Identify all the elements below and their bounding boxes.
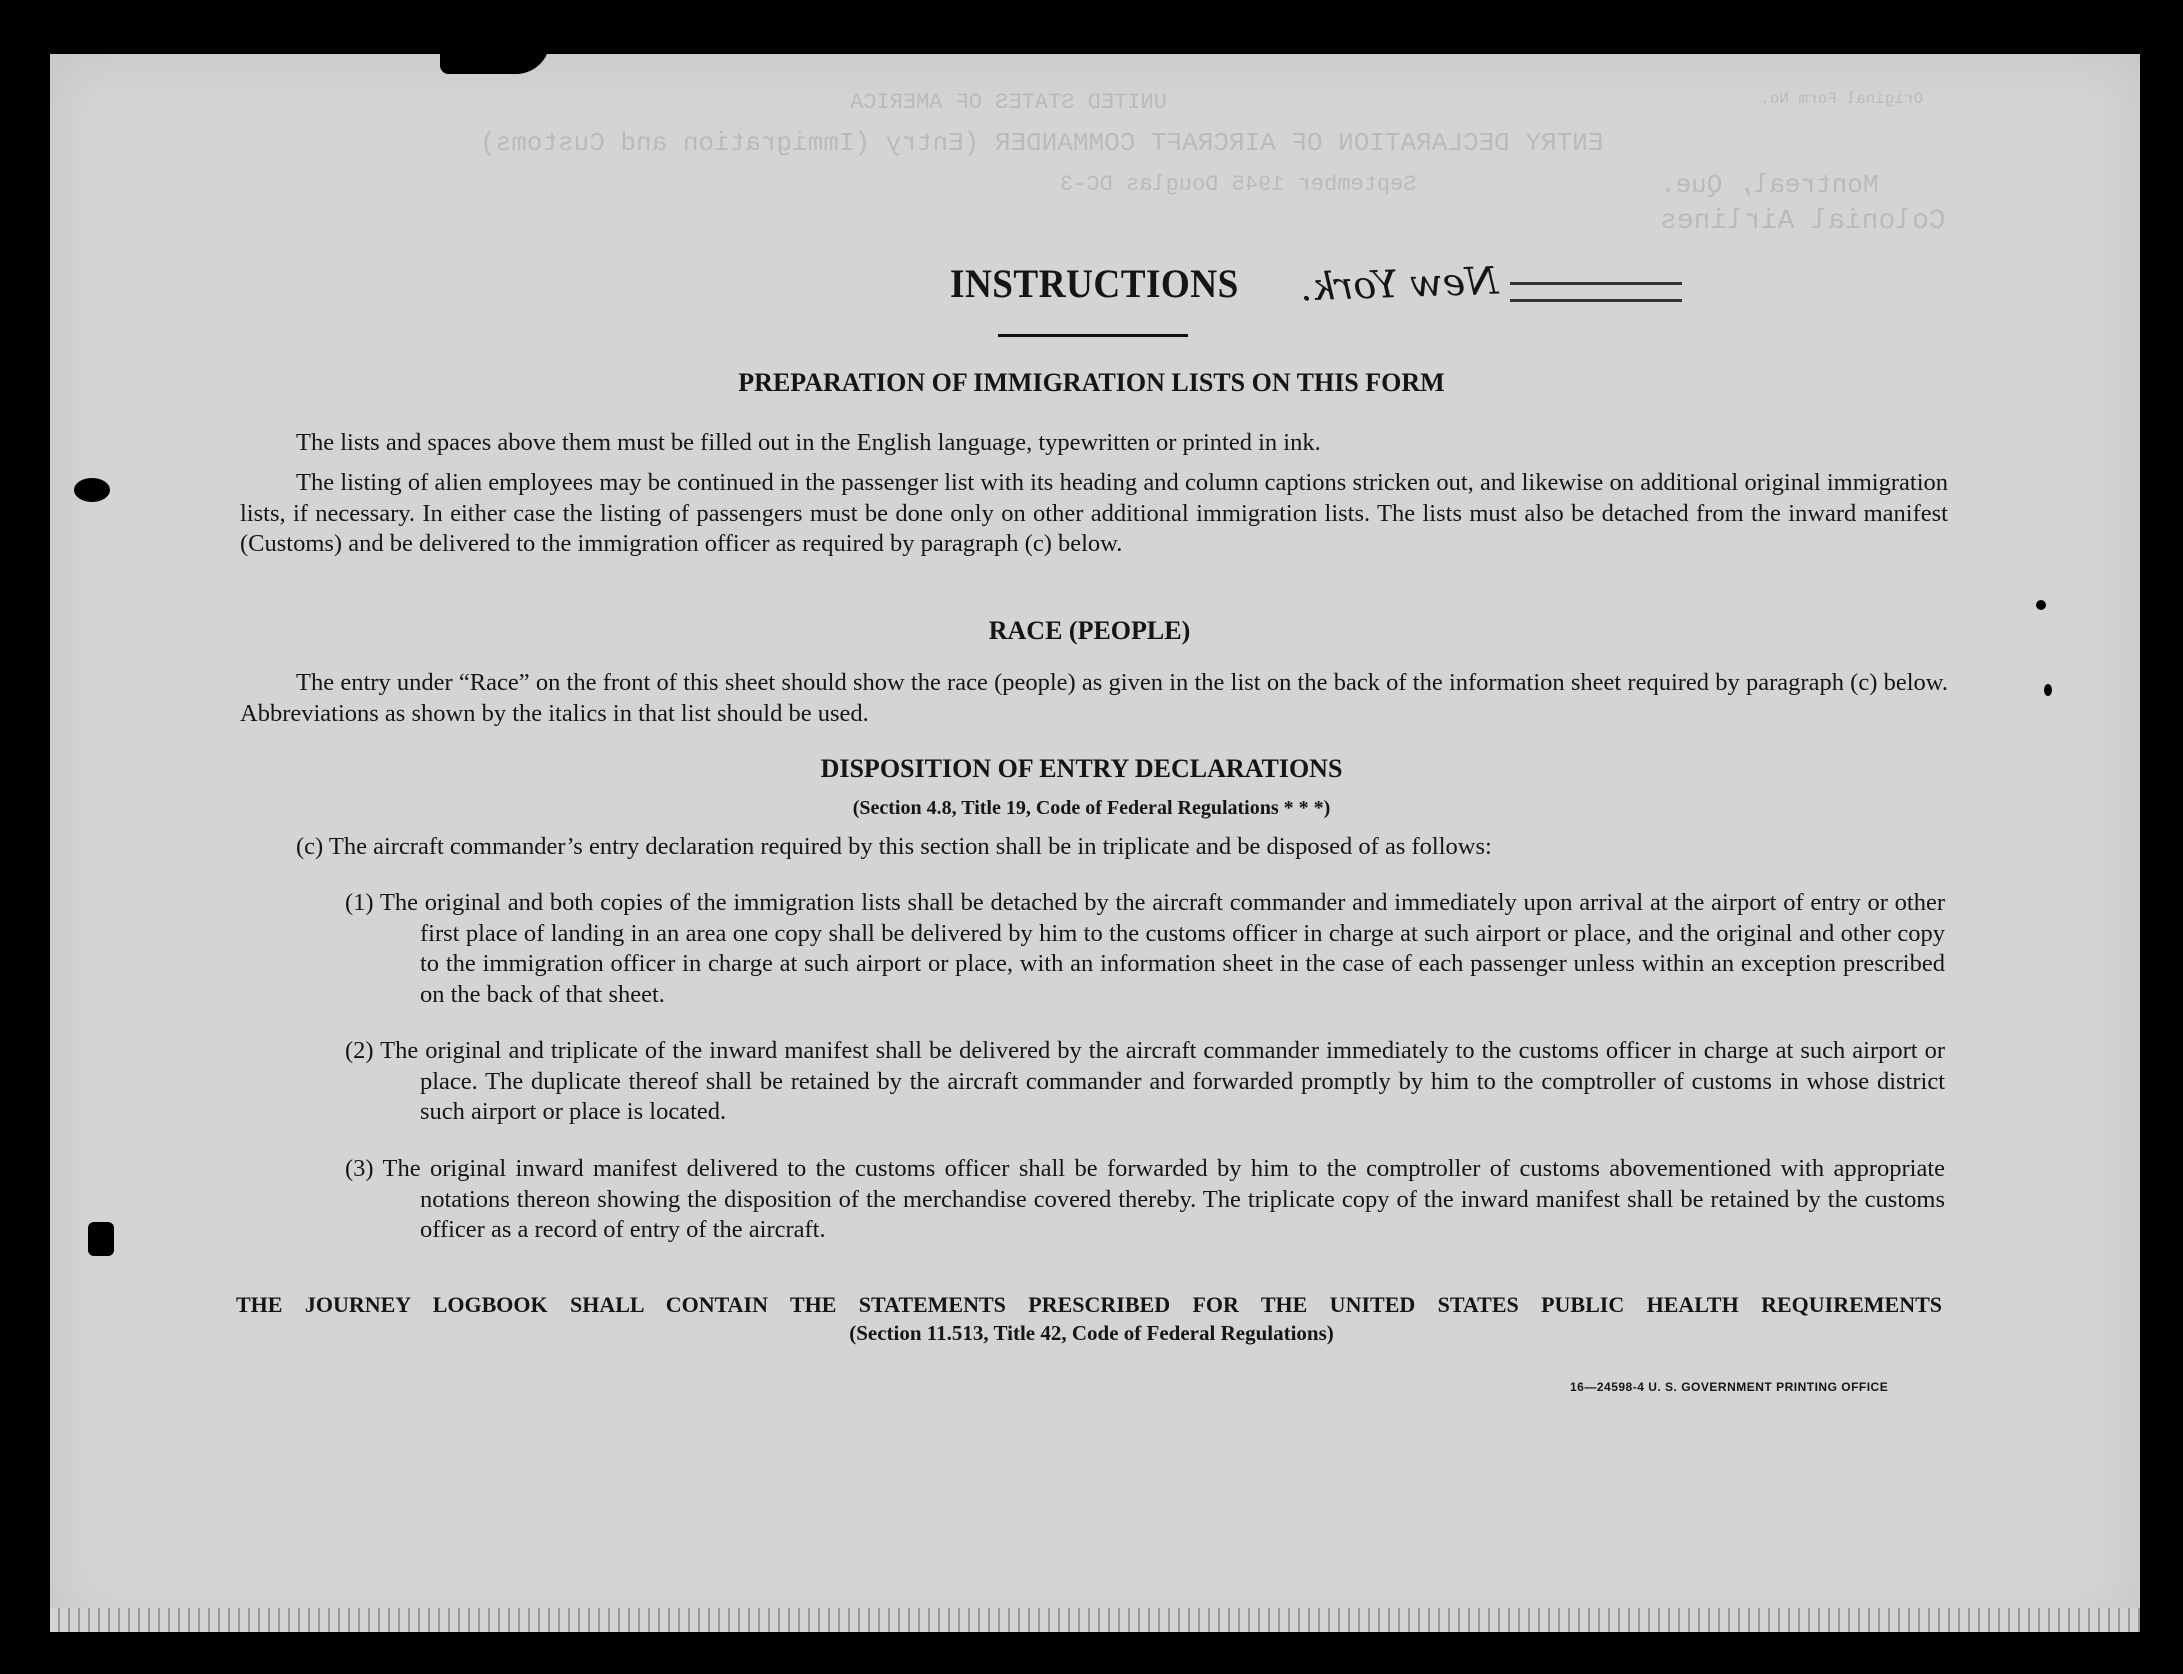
race-heading: RACE (PEOPLE): [988, 616, 1191, 645]
torn-bottom-edge: [50, 1608, 2140, 1632]
title-underline: [998, 334, 1188, 337]
race-paragraph: The entry under “Race” on the front of this sheet should show the race (people) as given in the list on the back of the information sheet required by paragraph (c) below. Abbreviations as shown by the italics in that list should be used.: [240, 669, 1948, 727]
prep-paragraph-1: The lists and spaces above them must be filled out in the English language, typewritten or printed in ink.: [296, 429, 1321, 456]
bleed-text-4: Colonial Airlines: [1660, 206, 1946, 237]
prep-paragraph-2: The listing of alien employees may be continued in the passenger list with its heading and column captions stricken out, and likewise on additional original immigration lists, if necessary. In either case the listing of passengers must be done only on other additional immigration lists. The lists must also be detached from the inward manifest (Customs) and be delivered to the immigration officer as required by paragraph (c) below.: [240, 469, 1948, 557]
disposition-subheading: (Section 4.8, Title 19, Code of Federal Regulations * * *): [852, 797, 1331, 819]
handwritten-note: New York.: [1299, 258, 1499, 310]
disposition-paragraph-c: (c) The aircraft commander’s entry declaration required by this section shall be in triplicate and be disposed of as follows:: [296, 833, 1492, 860]
logbook-subheading: (Section 11.513, Title 42, Code of Federal Regulations): [849, 1321, 1334, 1345]
logbook-notice: THE JOURNEY LOGBOOK SHALL CONTAIN THE STATEMENTS PRESCRIBED FOR THE UNITED STATES PUBLIC HEALTH REQUIREMENTS: [236, 1292, 1942, 1317]
bleed-text-2: ENTRY DECLARATION OF AIRCRAFT COMMANDER (Entry (Immigration and Customs): [480, 128, 1604, 158]
disposition-item-3: (3) The original inward manifest delivered to the customs officer shall be forwarded by him to the comptroller of customs abovementioned with appropriate notations thereon showing the disposition of the merchandise covered thereby. The triplicate copy of the inward manifest shall be retained by the customs officer as a record of entry of the aircraft.: [345, 1155, 1945, 1243]
disposition-item-1: (1) The original and both copies of the immigration lists shall be detached by the aircraft commander and immediately upon arrival at the airport of entry or other first place of landing in an area one copy shall be delivered by him to the customs officer in charge at such airport or place, and the original and other copy to the immigration officer in charge at such airport or place, with an information sheet in the case of each passenger unless within an exception prescribed on the back of that sheet.: [345, 889, 1945, 1008]
prep-heading: PREPARATION OF IMMIGRATION LISTS ON THIS FORM: [738, 368, 1445, 397]
bleed-text-3: September 1945 Douglas DC-3: [1060, 172, 1417, 197]
speck-1: [2036, 600, 2046, 610]
disposition-heading: DISPOSITION OF ENTRY DECLARATIONS: [820, 754, 1343, 783]
punch-hole-bottom: [88, 1222, 114, 1256]
page-title: INSTRUCTIONS: [950, 261, 1239, 306]
bleed-text-6: Original Form No.: [1760, 90, 1924, 108]
speck-2: [2044, 684, 2052, 696]
disposition-item-2: (2) The original and triplicate of the inward manifest shall be delivered by the aircraft commander immediately to the customs officer in charge at such airport or place. The duplicate thereof shall be retained by the aircraft commander and forwarded promptly by him to the comptroller of customs in whose district such airport or place is located.: [345, 1037, 1945, 1125]
strikeout-mark: [1510, 282, 1682, 302]
torn-corner: [440, 40, 550, 74]
punch-hole-top: [74, 478, 110, 502]
bleed-text-1: UNITED STATES OF AMERICA: [850, 90, 1167, 115]
printer-imprint: 16—24598-4 U. S. GOVERNMENT PRINTING OFFICE: [1570, 1380, 1889, 1394]
title-row: [0, 260, 2183, 320]
bleed-text-5: Montreal, Que.: [1660, 170, 1879, 200]
